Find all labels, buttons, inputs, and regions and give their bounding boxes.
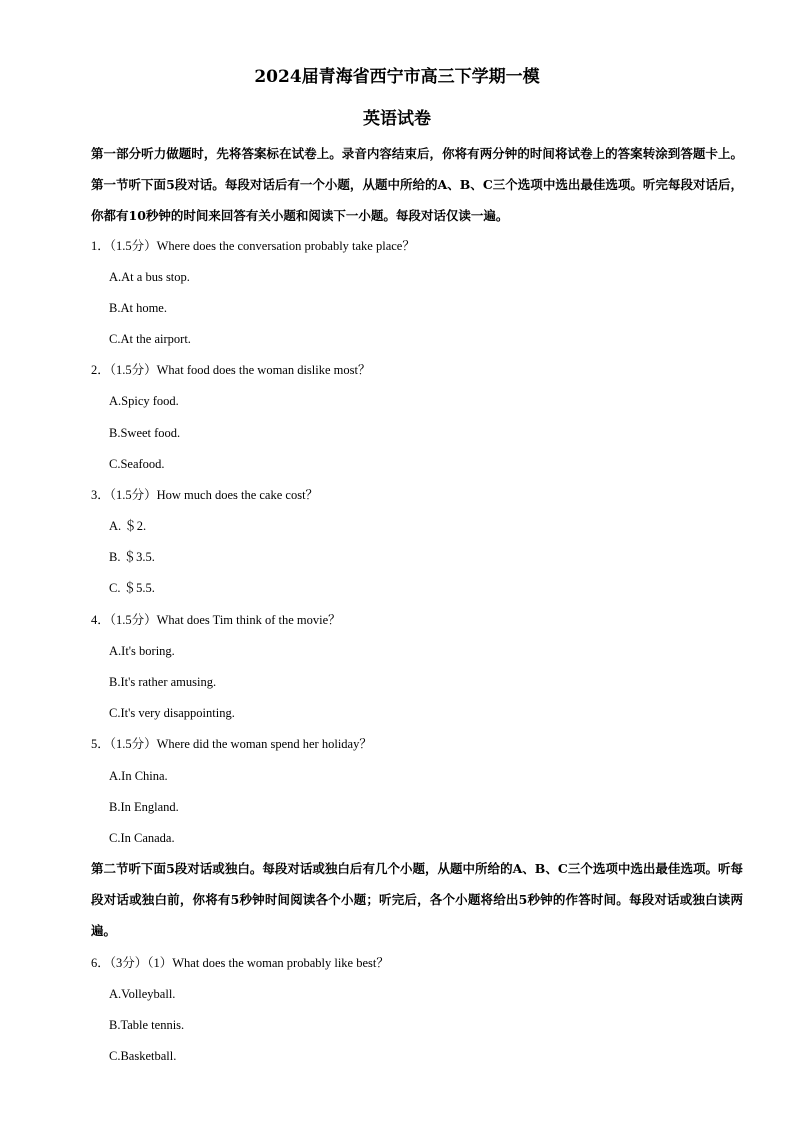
question-5-option-c: C.In Canada. [109,831,175,845]
question-1-option-a: A.At a bus stop. [109,270,190,284]
question-1-stem: 1．（1.5分）Where does the conversation probably take place？ [91,239,415,253]
question-1-option-c: C.At the airport. [109,332,191,346]
part1-instructions: 第一部分听力做题时，先将答案标在试卷上。录音内容结束后，你将有两分钟的时间将试卷上的答案转涂到答题卡上。第一节听下面5段对话。每段对话后有一个小题，从题中所给的A、B、C三个选项中选出最佳选项。听完每段对话后，你都有10秒钟的时间来回答有关小题和阅读下一小题。每段对话仅读一遍。 [91,146,743,223]
part2-instructions: 第二节听下面5段对话或独白。每段对话或独白后有几个小题，从题中所给的A、B、C三个选项中选出最佳选项。听每段对话或独白前，你将有5秒钟时间阅读各个小题；听完后，各个小题将给出5秒钟的作答时间。每段对话或独白读两遍。 [91,861,743,938]
question-3-option-c: C. ＄5.5. [109,581,155,595]
question-6-option-b: B.Table tennis. [109,1018,185,1032]
question-6-option-a: A.Volleyball. [109,987,176,1001]
question-4-option-c: C.It's very disappointing. [109,706,235,720]
question-4-option-a: A.It's boring. [109,644,175,658]
exam-subtitle: 英语试卷 [363,109,431,129]
question-6-option-c: C.Basketball. [109,1049,177,1063]
exam-title: 2024届青海省西宁市高三下学期一模 [254,67,540,87]
question-3-option-a: A. ＄2. [109,519,147,533]
question-5-option-a: A.In China. [109,769,168,783]
question-5-stem: 5．（1.5分）Where did the woman spend her holiday？ [91,737,372,751]
question-6-stem: 6．（3分）（1）What does the woman probably like best？ [91,956,389,970]
question-3-stem: 3．（1.5分）How much does the cake cost？ [91,488,319,502]
question-4-stem: 4．（1.5分）What does Tim think of the movie？ [91,613,341,627]
question-4-option-b: B.It's rather amusing. [109,675,217,689]
question-2-option-c: C.Seafood. [109,457,165,471]
question-2-stem: 2．（1.5分）What food does the woman dislike most？ [91,363,371,377]
question-1-option-b: B.At home. [109,301,167,315]
question-3-option-b: B. ＄3.5. [109,550,155,564]
question-5-option-b: B.In England. [109,800,179,814]
question-2-option-b: B.Sweet food. [109,426,181,440]
question-2-option-a: A.Spicy food. [109,394,179,408]
